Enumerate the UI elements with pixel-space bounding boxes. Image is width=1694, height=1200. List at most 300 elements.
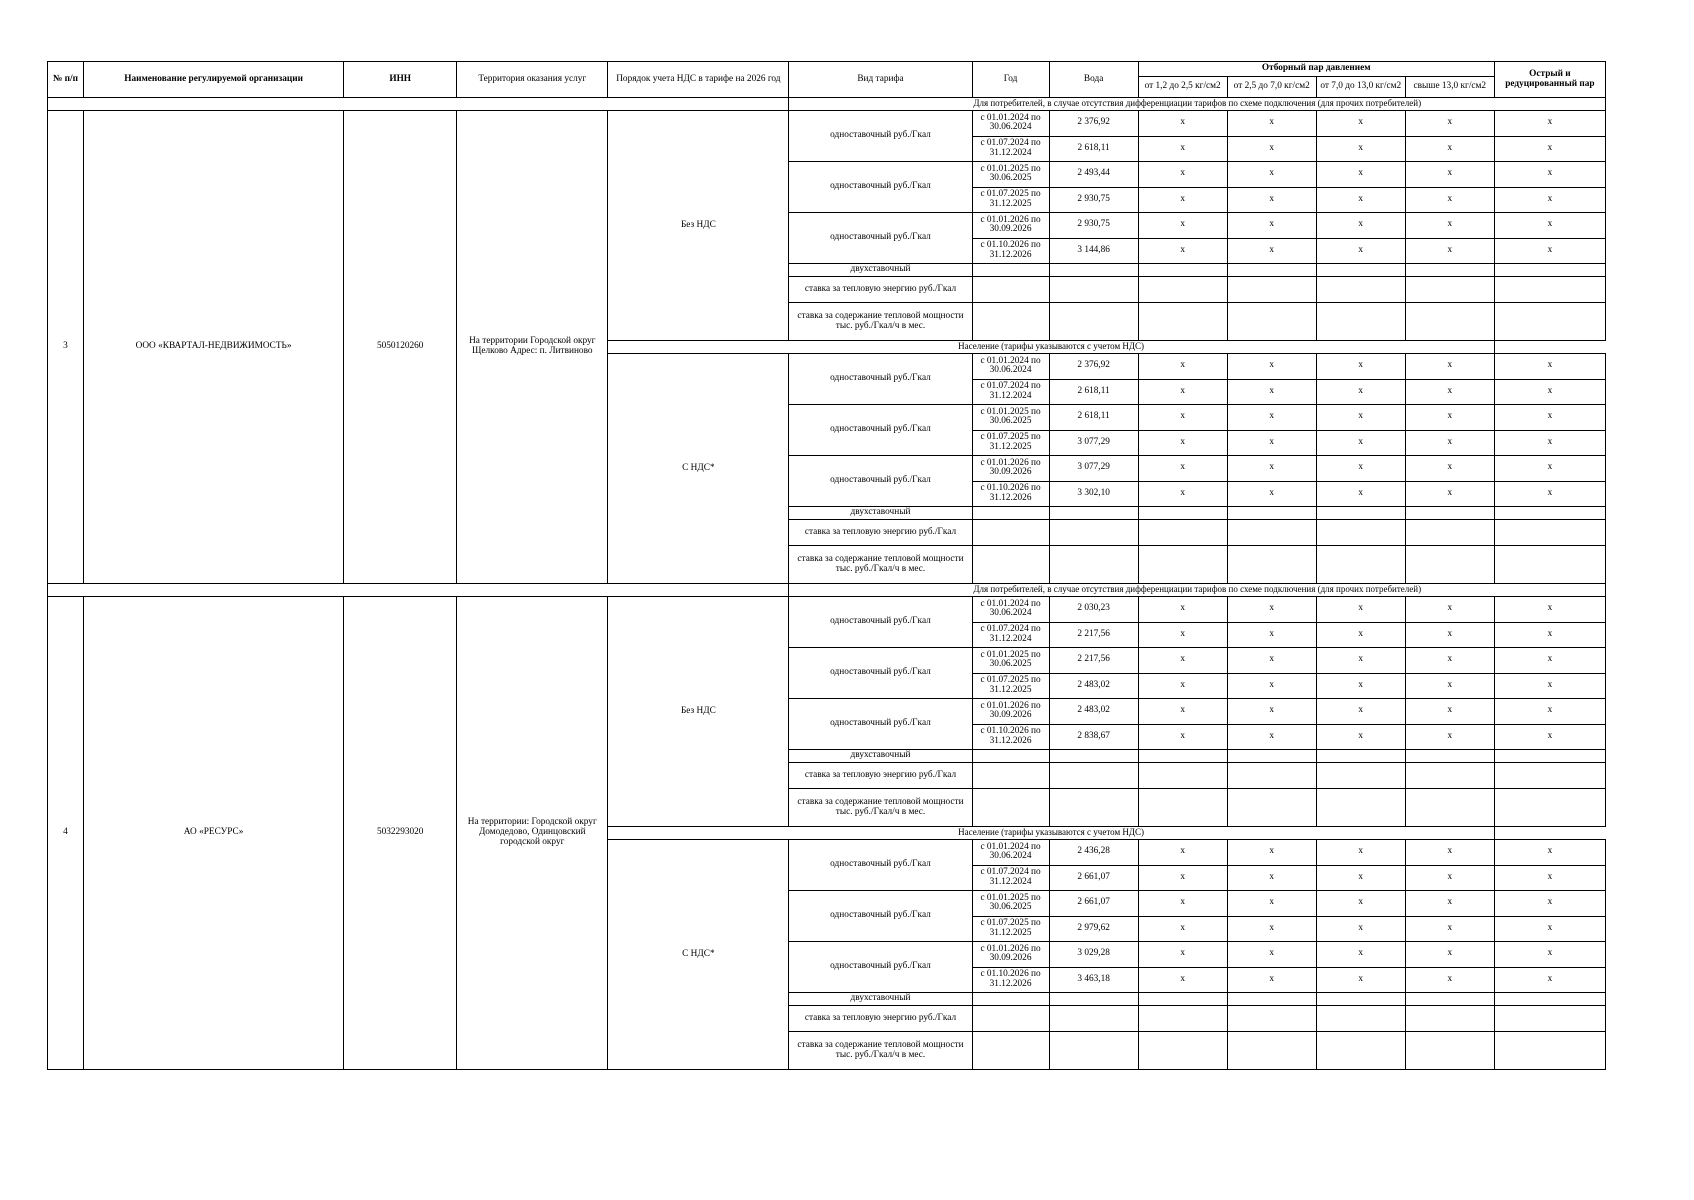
empty-cell <box>1138 546 1227 584</box>
water-value: 2 376,92 <box>1049 354 1138 380</box>
water-value: 2 979,62 <box>1049 916 1138 942</box>
empty-cell <box>1494 789 1605 827</box>
header-num: № п/п <box>48 62 84 98</box>
empty-marker: x <box>1316 622 1405 648</box>
water-value: 3 463,18 <box>1049 967 1138 993</box>
header-territory: Территория оказания услуг <box>457 62 608 98</box>
empty-cell <box>1494 277 1605 303</box>
empty-marker: x <box>1494 648 1605 674</box>
tariff-type-one-part: одноставочный руб./Гкал <box>789 840 972 891</box>
empty-cell <box>1227 546 1316 584</box>
vat-order: Без НДС <box>608 111 789 341</box>
empty-marker: x <box>1138 354 1227 380</box>
empty-cell <box>1049 520 1138 546</box>
empty-cell <box>1405 546 1494 584</box>
empty-cell <box>1227 750 1316 763</box>
empty-cell <box>1138 507 1227 520</box>
empty-marker: x <box>1316 699 1405 725</box>
header-pressure-1: от 1,2 до 2,5 кг/см2 <box>1138 77 1227 98</box>
water-value: 3 302,10 <box>1049 481 1138 507</box>
empty-marker: x <box>1405 967 1494 993</box>
empty-cell <box>1049 546 1138 584</box>
empty-cell <box>1405 507 1494 520</box>
empty-cell <box>1405 1006 1494 1032</box>
tariff-type-one-part: одноставочный руб./Гкал <box>789 942 972 993</box>
empty-cell <box>1316 789 1405 827</box>
tariff-body <box>48 98 1606 1070</box>
empty-marker: x <box>1494 699 1605 725</box>
capacity-rate-label: ставка за содержание тепловой мощности тыс. руб./Гкал/ч в мес. <box>789 546 972 584</box>
empty-marker: x <box>1316 865 1405 891</box>
empty-marker: x <box>1405 673 1494 699</box>
tariff-type-two-part: двухставочный <box>789 750 972 763</box>
empty-marker: x <box>1405 891 1494 917</box>
empty-marker: x <box>1138 111 1227 137</box>
water-value: 3 029,28 <box>1049 942 1138 968</box>
empty-marker: x <box>1138 481 1227 507</box>
empty-marker: x <box>1405 430 1494 456</box>
empty-cell <box>1227 507 1316 520</box>
water-value: 2 436,28 <box>1049 840 1138 866</box>
energy-rate-label: ставка за тепловую энергию руб./Гкал <box>789 520 972 546</box>
empty-marker: x <box>1405 840 1494 866</box>
empty-cell <box>1049 1032 1138 1070</box>
empty-cell <box>1405 520 1494 546</box>
empty-marker: x <box>1316 405 1405 431</box>
period: с 01.01.2024 по 30.06.2024 <box>972 354 1049 380</box>
header-vat: Порядок учета НДС в тарифе на 2026 год <box>608 62 789 98</box>
empty-marker: x <box>1405 648 1494 674</box>
header-sharp-steam: Острый и редуцированный пар <box>1494 62 1605 98</box>
empty-marker: x <box>1405 379 1494 405</box>
empty-marker: x <box>1138 865 1227 891</box>
header-year: Год <box>972 62 1049 98</box>
empty-cell <box>1405 277 1494 303</box>
empty-marker: x <box>1405 942 1494 968</box>
empty-marker: x <box>1405 597 1494 623</box>
period: с 01.07.2025 по 31.12.2025 <box>972 187 1049 213</box>
empty-cell <box>1138 277 1227 303</box>
empty-cell <box>1049 789 1138 827</box>
empty-cell <box>1138 264 1227 277</box>
empty-marker: x <box>1227 673 1316 699</box>
empty-cell <box>1227 520 1316 546</box>
empty-marker: x <box>1138 673 1227 699</box>
empty-cell <box>1494 993 1605 1006</box>
empty-cell <box>972 1006 1049 1032</box>
empty-marker: x <box>1138 597 1227 623</box>
water-value: 2 838,67 <box>1049 724 1138 750</box>
empty-cell <box>972 264 1049 277</box>
period: с 01.01.2024 по 30.06.2024 <box>972 111 1049 137</box>
empty-cell <box>972 1032 1049 1070</box>
section-title: Для потребителей, в случае отсутствия дифференциации тарифов по схеме подключения (для прочих потребителей) <box>789 584 1606 597</box>
empty-marker: x <box>1316 648 1405 674</box>
empty-marker: x <box>1316 111 1405 137</box>
empty-marker: x <box>1227 238 1316 264</box>
empty-marker: x <box>1138 942 1227 968</box>
period: с 01.07.2025 по 31.12.2025 <box>972 430 1049 456</box>
empty-marker: x <box>1227 162 1316 188</box>
water-value: 3 077,29 <box>1049 430 1138 456</box>
empty-cell <box>1227 763 1316 789</box>
empty-marker: x <box>1138 967 1227 993</box>
water-value: 2 618,11 <box>1049 136 1138 162</box>
tariff-type-one-part: одноставочный руб./Гкал <box>789 699 972 750</box>
empty-marker: x <box>1227 354 1316 380</box>
water-value: 2 483,02 <box>1049 699 1138 725</box>
empty-marker: x <box>1494 865 1605 891</box>
period: с 01.01.2025 по 30.06.2025 <box>972 162 1049 188</box>
empty-marker: x <box>1138 187 1227 213</box>
empty-marker: x <box>1494 622 1605 648</box>
empty-marker: x <box>1494 967 1605 993</box>
empty-marker: x <box>1138 648 1227 674</box>
empty-cell <box>1405 993 1494 1006</box>
empty-marker: x <box>1494 187 1605 213</box>
vat-order: С НДС* <box>608 840 789 1070</box>
empty-cell <box>1405 303 1494 341</box>
empty-cell <box>1405 264 1494 277</box>
empty-marker: x <box>1227 724 1316 750</box>
empty-cell <box>1227 264 1316 277</box>
section-row <box>48 584 1606 597</box>
empty-marker: x <box>1316 213 1405 239</box>
water-value: 2 618,11 <box>1049 379 1138 405</box>
empty-cell <box>1316 303 1405 341</box>
empty-marker: x <box>1316 942 1405 968</box>
tariff-document <box>47 61 1606 1070</box>
empty-marker: x <box>1405 238 1494 264</box>
table-row <box>48 597 1606 623</box>
empty-marker: x <box>1494 942 1605 968</box>
empty-marker: x <box>1227 111 1316 137</box>
empty-cell <box>1049 750 1138 763</box>
empty-cell <box>1049 1006 1138 1032</box>
empty-marker: x <box>1405 916 1494 942</box>
empty-marker: x <box>1494 405 1605 431</box>
empty-marker: x <box>1494 916 1605 942</box>
empty-cell <box>1494 763 1605 789</box>
empty-cell <box>1227 1006 1316 1032</box>
water-value: 2 217,56 <box>1049 648 1138 674</box>
period: с 01.10.2026 по 31.12.2026 <box>972 481 1049 507</box>
empty-marker: x <box>1227 597 1316 623</box>
empty-marker: x <box>1494 456 1605 482</box>
period: с 01.01.2024 по 30.06.2024 <box>972 597 1049 623</box>
empty-marker: x <box>1138 622 1227 648</box>
empty-cell <box>1316 277 1405 303</box>
empty-marker: x <box>1316 354 1405 380</box>
empty-cell <box>1049 277 1138 303</box>
empty-cell <box>1227 277 1316 303</box>
empty-cell <box>972 763 1049 789</box>
empty-marker: x <box>1494 162 1605 188</box>
empty-cell <box>972 750 1049 763</box>
water-value: 2 493,44 <box>1049 162 1138 188</box>
empty-marker: x <box>1227 136 1316 162</box>
period: с 01.07.2024 по 31.12.2024 <box>972 136 1049 162</box>
empty-marker: x <box>1138 840 1227 866</box>
empty-cell <box>1049 507 1138 520</box>
period: с 01.07.2024 по 31.12.2024 <box>972 379 1049 405</box>
header-pressure-4: свыше 13,0 кг/см2 <box>1405 77 1494 98</box>
empty-cell <box>972 303 1049 341</box>
water-value: 2 217,56 <box>1049 622 1138 648</box>
tariff-type-one-part: одноставочный руб./Гкал <box>789 648 972 699</box>
empty-cell <box>1227 993 1316 1006</box>
empty-marker: x <box>1227 379 1316 405</box>
empty-marker: x <box>1494 238 1605 264</box>
empty-marker: x <box>1405 481 1494 507</box>
empty-marker: x <box>1316 379 1405 405</box>
empty-marker: x <box>1227 187 1316 213</box>
empty-marker: x <box>1138 405 1227 431</box>
empty-marker: x <box>1316 430 1405 456</box>
empty-cell <box>972 993 1049 1006</box>
empty-cell <box>972 277 1049 303</box>
empty-marker: x <box>1405 162 1494 188</box>
table-row <box>48 111 1606 137</box>
empty-marker: x <box>1138 891 1227 917</box>
tariff-type-one-part: одноставочный руб./Гкал <box>789 354 972 405</box>
empty-cell <box>1138 303 1227 341</box>
empty-marker: x <box>1405 622 1494 648</box>
empty-marker: x <box>1494 213 1605 239</box>
empty-marker: x <box>1227 891 1316 917</box>
period: с 01.01.2024 по 30.06.2024 <box>972 840 1049 866</box>
empty-cell <box>972 789 1049 827</box>
org-number: 4 <box>48 597 84 1070</box>
empty-marker: x <box>1227 967 1316 993</box>
tariff-type-one-part: одноставочный руб./Гкал <box>789 405 972 456</box>
empty-marker: x <box>1138 238 1227 264</box>
empty-marker: x <box>1138 916 1227 942</box>
empty-marker: x <box>1138 162 1227 188</box>
empty-cell <box>1494 1006 1605 1032</box>
empty-marker: x <box>1227 456 1316 482</box>
tariff-type-one-part: одноставочный руб./Гкал <box>789 891 972 942</box>
empty-marker: x <box>1227 481 1316 507</box>
empty-marker: x <box>1138 213 1227 239</box>
empty-marker: x <box>1227 430 1316 456</box>
empty-marker: x <box>1227 405 1316 431</box>
water-value: 3 077,29 <box>1049 456 1138 482</box>
empty-cell <box>1494 303 1605 341</box>
empty-cell <box>1316 546 1405 584</box>
tariff-table <box>47 61 1606 1070</box>
tariff-type-one-part: одноставочный руб./Гкал <box>789 456 972 507</box>
empty-marker: x <box>1316 967 1405 993</box>
empty-cell <box>1494 750 1605 763</box>
section-title: Население (тарифы указываются с учетом НДС) <box>608 827 1495 840</box>
org-name: АО «РЕСУРС» <box>84 597 344 1070</box>
empty-cell <box>1138 789 1227 827</box>
empty-marker: x <box>1405 724 1494 750</box>
empty-cell <box>1494 1032 1605 1070</box>
header-pressure-2: от 2,5 до 7,0 кг/см2 <box>1227 77 1316 98</box>
energy-rate-label: ставка за тепловую энергию руб./Гкал <box>789 277 972 303</box>
org-inn: 5032293020 <box>344 597 457 1070</box>
empty-marker: x <box>1316 673 1405 699</box>
tariff-type-one-part: одноставочный руб./Гкал <box>789 162 972 213</box>
empty-cell <box>1316 763 1405 789</box>
header-water: Вода <box>1049 62 1138 98</box>
period: с 01.07.2025 по 31.12.2025 <box>972 673 1049 699</box>
empty-cell <box>1316 520 1405 546</box>
empty-marker: x <box>1227 942 1316 968</box>
empty-cell <box>1405 789 1494 827</box>
empty-marker: x <box>1494 111 1605 137</box>
empty-marker: x <box>1316 136 1405 162</box>
energy-rate-label: ставка за тепловую энергию руб./Гкал <box>789 1006 972 1032</box>
section-row <box>48 98 1606 111</box>
tariff-type-two-part: двухставочный <box>789 993 972 1006</box>
empty-marker: x <box>1405 136 1494 162</box>
empty-marker: x <box>1227 622 1316 648</box>
org-territory: На территории: Городской округ Домодедово, Одинцовский городской округ <box>457 597 608 1070</box>
empty-cell <box>1316 993 1405 1006</box>
org-number: 3 <box>48 111 84 584</box>
org-name: ООО «КВАРТАЛ-НЕДВИЖИМОСТЬ» <box>84 111 344 584</box>
org-territory: На территории Городской округ Щелково Адрес: п. Литвиново <box>457 111 608 584</box>
empty-marker: x <box>1494 354 1605 380</box>
period: с 01.01.2026 по 30.09.2026 <box>972 942 1049 968</box>
empty-cell <box>972 546 1049 584</box>
empty-cell <box>972 507 1049 520</box>
empty-marker: x <box>1494 673 1605 699</box>
empty-cell <box>1138 763 1227 789</box>
empty-marker: x <box>1494 724 1605 750</box>
header-steam-group: Отборный пар давлением <box>1138 62 1494 77</box>
empty-cell <box>1138 1006 1227 1032</box>
empty-marker: x <box>1316 724 1405 750</box>
empty-marker: x <box>1227 865 1316 891</box>
water-value: 2 661,07 <box>1049 891 1138 917</box>
empty-marker: x <box>1316 238 1405 264</box>
water-value: 2 030,23 <box>1049 597 1138 623</box>
empty-cell <box>1494 546 1605 584</box>
empty-marker: x <box>1138 699 1227 725</box>
empty-cell <box>1316 1006 1405 1032</box>
empty-marker: x <box>1316 481 1405 507</box>
empty-marker: x <box>1316 162 1405 188</box>
header-inn: ИНН <box>344 62 457 98</box>
empty-marker: x <box>1494 430 1605 456</box>
capacity-rate-label: ставка за содержание тепловой мощности тыс. руб./Гкал/ч в мес. <box>789 303 972 341</box>
water-value: 2 930,75 <box>1049 213 1138 239</box>
empty-marker: x <box>1405 405 1494 431</box>
empty-cell <box>1405 1032 1494 1070</box>
period: с 01.01.2026 по 30.09.2026 <box>972 213 1049 239</box>
empty-cell <box>1494 264 1605 277</box>
empty-marker: x <box>1405 456 1494 482</box>
empty-cell <box>1316 750 1405 763</box>
period: с 01.10.2026 по 31.12.2026 <box>972 967 1049 993</box>
empty-cell <box>1138 520 1227 546</box>
tariff-type-one-part: одноставочный руб./Гкал <box>789 597 972 648</box>
tariff-type-two-part: двухставочный <box>789 264 972 277</box>
period: с 01.01.2025 по 30.06.2025 <box>972 405 1049 431</box>
empty-cell <box>1494 507 1605 520</box>
empty-cell <box>1316 264 1405 277</box>
vat-order: С НДС* <box>608 354 789 584</box>
vat-order: Без НДС <box>608 597 789 827</box>
capacity-rate-label: ставка за содержание тепловой мощности тыс. руб./Гкал/ч в мес. <box>789 1032 972 1070</box>
empty-cell <box>1405 750 1494 763</box>
empty-marker: x <box>1138 379 1227 405</box>
empty-marker: x <box>1494 481 1605 507</box>
empty-marker: x <box>1494 379 1605 405</box>
empty-cell <box>1316 1032 1405 1070</box>
empty-marker: x <box>1405 111 1494 137</box>
empty-marker: x <box>1138 136 1227 162</box>
header-tariff-type: Вид тарифа <box>789 62 972 98</box>
empty-marker: x <box>1494 597 1605 623</box>
period: с 01.10.2026 по 31.12.2026 <box>972 238 1049 264</box>
section-title: Население (тарифы указываются с учетом НДС) <box>608 341 1495 354</box>
tariff-type-one-part: одноставочный руб./Гкал <box>789 111 972 162</box>
org-inn: 5050120260 <box>344 111 457 584</box>
water-value: 3 144,86 <box>1049 238 1138 264</box>
empty-cell <box>1049 264 1138 277</box>
empty-cell <box>1316 507 1405 520</box>
empty-marker: x <box>1227 699 1316 725</box>
capacity-rate-label: ставка за содержание тепловой мощности тыс. руб./Гкал/ч в мес. <box>789 789 972 827</box>
empty-cell <box>1227 789 1316 827</box>
empty-marker: x <box>1316 891 1405 917</box>
empty-cell <box>1138 750 1227 763</box>
period: с 01.01.2026 по 30.09.2026 <box>972 699 1049 725</box>
header-org: Наименование регулируемой организации <box>84 62 344 98</box>
period: с 01.01.2025 по 30.06.2025 <box>972 891 1049 917</box>
tariff-type-one-part: одноставочный руб./Гкал <box>789 213 972 264</box>
empty-marker: x <box>1138 430 1227 456</box>
empty-marker: x <box>1316 840 1405 866</box>
empty-marker: x <box>1494 136 1605 162</box>
empty-marker: x <box>1138 724 1227 750</box>
empty-cell <box>1138 1032 1227 1070</box>
empty-cell <box>1227 1032 1316 1070</box>
period: с 01.07.2025 по 31.12.2025 <box>972 916 1049 942</box>
empty-cell <box>1494 520 1605 546</box>
water-value: 2 376,92 <box>1049 111 1138 137</box>
period: с 01.01.2025 по 30.06.2025 <box>972 648 1049 674</box>
period: с 01.07.2024 по 31.12.2024 <box>972 622 1049 648</box>
empty-marker: x <box>1227 916 1316 942</box>
period: с 01.01.2026 по 30.09.2026 <box>972 456 1049 482</box>
empty-marker: x <box>1405 354 1494 380</box>
empty-marker: x <box>1494 891 1605 917</box>
empty-marker: x <box>1316 456 1405 482</box>
empty-marker: x <box>1405 213 1494 239</box>
empty-marker: x <box>1405 187 1494 213</box>
section-spacer <box>48 584 789 597</box>
water-value: 2 618,11 <box>1049 405 1138 431</box>
section-title: Для потребителей, в случае отсутствия дифференциации тарифов по схеме подключения (для прочих потребителей) <box>789 98 1606 111</box>
empty-marker: x <box>1227 648 1316 674</box>
header-pressure-3: от 7,0 до 13,0 кг/см2 <box>1316 77 1405 98</box>
water-value: 2 661,07 <box>1049 865 1138 891</box>
empty-marker: x <box>1227 213 1316 239</box>
empty-marker: x <box>1316 597 1405 623</box>
empty-cell <box>1227 303 1316 341</box>
empty-cell <box>1049 763 1138 789</box>
empty-marker: x <box>1227 840 1316 866</box>
tariff-type-two-part: двухставочный <box>789 507 972 520</box>
empty-cell <box>1049 303 1138 341</box>
period: с 01.10.2026 по 31.12.2026 <box>972 724 1049 750</box>
